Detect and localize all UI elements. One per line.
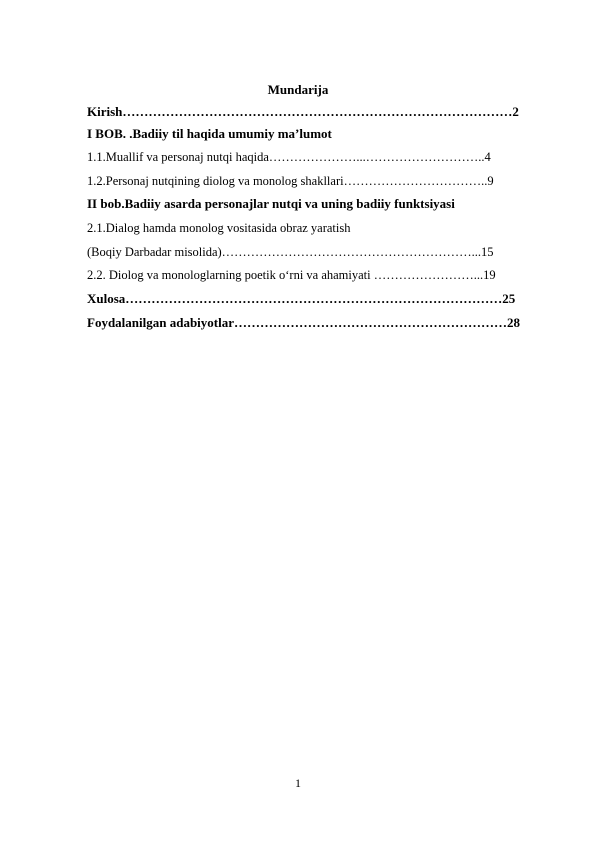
page-number: 1 xyxy=(295,776,301,790)
toc-entry-section-2-2: 2.2. Diolog va monologlarning poetik o‘rni va ahamiyati ……………………...19 xyxy=(87,268,496,282)
toc-entry-chapter-2: II bob.Badiiy asarda personajlar nutqi va uning badiiy funktsiyasi xyxy=(87,196,455,211)
toc-entry-section-1-1: 1.1.Muallif va personaj nutqi haqida…………………...………………………..4 xyxy=(87,150,491,164)
page-title: Mundarija xyxy=(267,82,329,97)
toc-entry-references: Foydalanilgan adabiyotlar………………………………………………………28 xyxy=(87,315,520,330)
toc-entry-section-2-1: 2.1.Dialog hamda monolog vositasida obraz yaratish xyxy=(87,221,351,235)
toc-entry-section-1-2: 1.2.Personaj nutqining diolog va monolog shakllari……………………………..9 xyxy=(87,174,494,188)
toc-entry-conclusion: Xulosa……………………………………………………………………………25 xyxy=(87,291,516,306)
toc-entry-section-2-1-cont: (Boqiy Darbadar misolida)……………………………………………………...15 xyxy=(87,245,494,259)
toc-entry-chapter-1: I BOB. .Badiiy til haqida umumiy ma’lumot xyxy=(87,126,332,141)
toc-entry-introduction: Kirish………………………………………………………………………………2 xyxy=(87,104,519,119)
